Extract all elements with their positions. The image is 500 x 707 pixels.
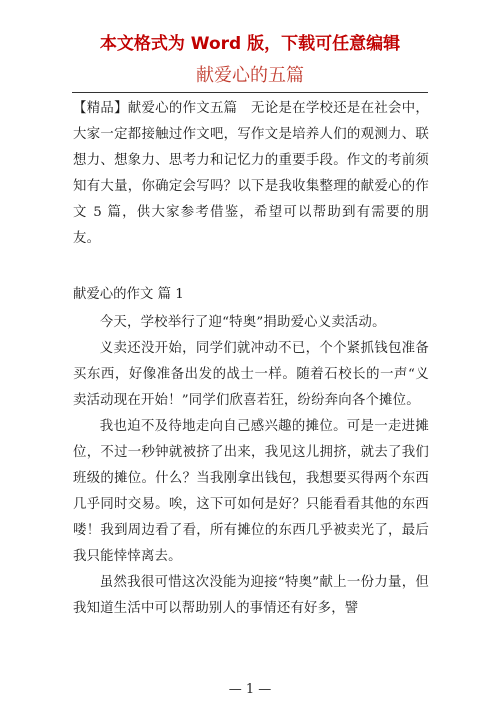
essay-content: [73, 310, 429, 622]
page-number: — 1 —: [228, 682, 272, 697]
intro-paragraph: 【精品】献爱心的作文五篇 无论是在学校还是在社会中，大家一定都接触过作文吧，写作文是培养人们的观测力、联想力、想象力、思考力和记忆力的重要手段。作文的考前须知有大量，你确定会写吗？以下是我收集整理的献爱心的作文 5 篇，供大家参考借鉴，希望可以帮助到有需要的朋友。: [73, 101, 429, 246]
essay-paragraph-2: 义卖还没开始，同学们就冲动不已，个个紧抓钱包准备买东西，好像准备出发的战士一样。随着石校长的一声“义卖活动现在开始！”同学们欣喜若狂，纷纷奔向各个摊位。: [73, 341, 429, 408]
page-title: 献爱心的五篇: [196, 65, 304, 86]
essay-paragraph-3: 我也迫不及待地走向自己感兴趣的摊位。可是一走进摊位，不过一秒钟就被挤了出来，我见这儿拥挤，就去了我们班级的摊位。什么？当我刚拿出钱包，我想要买得两个东西几乎同时交易。唉，这下可如何是好？只能看看其他的东西喽！我到周边看了看，所有摊位的东西几乎被卖光了，最后我只能悻悻离去。: [73, 419, 429, 564]
essay-paragraph-4: 虽然我很可惜这次没能为迎接“特奥”献上一份力量，但我知道生活中可以帮助别人的事情还有好多，譬: [73, 575, 429, 616]
title-divider: [72, 92, 428, 93]
essay-paragraph-1: 今天，学校举行了迎“特奥”捐助爱心义卖活动。: [99, 315, 386, 330]
section-heading: 献爱心的作文 篇 1: [73, 287, 184, 302]
word-format-banner: 本文格式为 Word 版，下载可任意编辑: [99, 34, 401, 54]
intro-block: [73, 96, 429, 252]
